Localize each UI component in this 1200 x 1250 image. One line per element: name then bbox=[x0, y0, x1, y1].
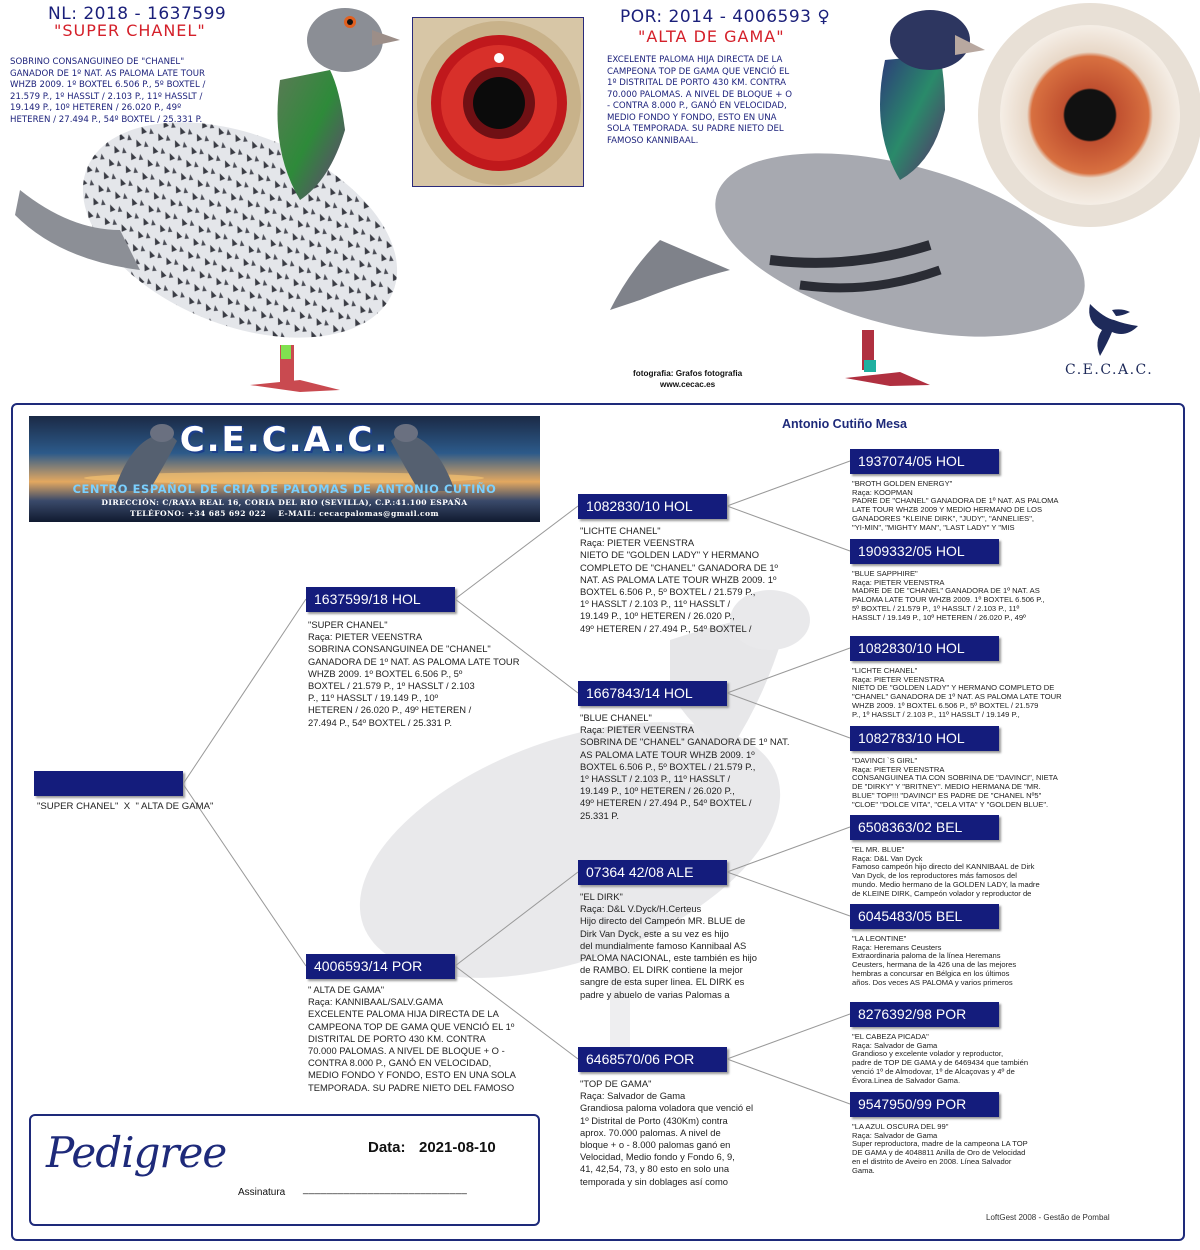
date-label: Data: bbox=[368, 1139, 406, 1156]
photo-site: www.cecac.es bbox=[660, 380, 716, 389]
signature-label: Assinatura bbox=[238, 1187, 286, 1198]
ggp-8-ring-box[interactable]: 9547950/99 POR bbox=[850, 1092, 999, 1117]
ggp-1-text: "BROTH GOLDEN ENERGY" Raça: KOOPMAN PADRE DE "CHANEL" GANADORA DE 1º NAT. AS PALOMA LATE TOUR WHZB 2009 Y MEDIO HERMANO DE LOS GANADORES "KLEINE DIRK", "JUDY", "ANNELIES", "YI-MIN", "MIGHTY MAN", "LAST LADY" Y "MIS bbox=[852, 479, 1059, 532]
signature-panel bbox=[29, 1114, 540, 1226]
sire-dam-ring-box[interactable]: 1667843/14 HOL bbox=[578, 681, 727, 706]
dam-sire-text: "EL DIRK" Raça: D&L V.Dyck/H.Certeus Hijo directo del Campeón MR. BLUE de Dirk Van Dyck, este a su vez es hijo del mundialmente famoso Kannibaal AS PALOMA NACIONAL, este también es hijo de RAMBO. EL DIRK contiene la mejor sangre de esta super linea. EL DIRK es padre y abuelo de varias Palomas a bbox=[580, 891, 757, 1000]
ggp-6-ring-box[interactable]: 6045483/05 BEL bbox=[850, 904, 999, 929]
ggp-6-text: "LA LEONTINE" Raça: Heremans Ceusters Extraordinaria paloma de la línea Heremans Ceusters, hermana de la 426 una de las mejores hembras a concursar en Bélgica en los últimos años. Dos veces AS PALOMA y varios primeros bbox=[852, 934, 1017, 987]
ggp-8-text: "LA AZUL OSCURA DEL 99" Raça: Salvador de Gama Super reproductora, madre de la campeona LA TOP DE GAMA y de 4048811 Anilla de Oro de Velocidad en el distrito de Aveiro en 2008. Línea Salvador Gama. bbox=[852, 1122, 1028, 1175]
banner-subtitle: CENTRO ESPAÑOL DE CRIA DE PALOMAS DE ANTONIO CUTIÑO bbox=[72, 482, 497, 496]
banner-logo: C.E.C.A.C. bbox=[179, 420, 390, 460]
cecac-logo-text: C.E.C.A.C. bbox=[1065, 362, 1154, 378]
sire-pedigree-text: "SUPER CHANEL" Raça: PIETER VEENSTRA SOBRINA CONSANGUINEA DE "CHANEL" GANADORA DE 1º NAT. AS PALOMA LATE TOUR WHZB 2009. 1º BOXTEL 6.506 P., 5º BOXTEL / 21.579 P., 1º HASSLT / 2.103 P., 11º HASSLT / 19.149 P., 10º HETEREN / 26.020 P., 49º HETEREN / 27.494 P., 54º BOXTEL / 25.331 P. bbox=[308, 619, 520, 728]
subject-ring-box[interactable] bbox=[34, 771, 183, 796]
dam-dam-ring-box[interactable]: 6468570/06 POR bbox=[578, 1047, 727, 1072]
ggp-3-ring-box[interactable]: 1082830/10 HOL bbox=[850, 636, 999, 661]
sire-sire-ring-box[interactable]: 1082830/10 HOL bbox=[578, 494, 727, 519]
dam-sire-ring-box[interactable]: 07364 42/08 ALE bbox=[578, 860, 727, 885]
dam-pedigree-text: " ALTA DE GAMA" Raça: KANNIBAAL/SALV.GAMA EXCELENTE PALOMA HIJA DIRECTA DE LA CAMPEONA TOP DE GAMA QUE VENCIÓ EL 1º DISTRITAL DE PORTO 430 KM. CONTRA 70.000 PALOMAS. A NIVEL DE BLOQUE + O - CONTRA 8.000 P., GANÓ EN VELOCIDAD, MEDIO FONDO Y FONDO, ESTO EN UNA SOLA TEMPORADA. SU PADRE NIETO DEL FAMOSO bbox=[308, 984, 516, 1093]
date-value: 2021-08-10 bbox=[419, 1139, 496, 1156]
sire-name: "SUPER CHANEL" bbox=[54, 21, 206, 40]
banner-address: DIRECCIÓN: C/RAYA REAL 16, CORIA DEL RIO (SEVILLA), C.P.:41.100 ESPAÑA bbox=[101, 498, 468, 507]
ggp-7-text: "EL CABEZA PICADA" Raça: Salvador de Gama Grandioso y excelente volador y reproductor, padre de TOP DE GAMA y de 6469434 que también venció 1º de Almodovar, 1º de Alcaçovas y 4º de Évora.Linea de Salvador Gama. bbox=[852, 1032, 1029, 1085]
sire-ring-box[interactable]: 1637599/18 HOL bbox=[306, 587, 455, 612]
ggp-4-text: "DAVINCI `S GIRL" Raça: PIETER VEENSTRA CONSANGUINEA TIA CON SOBRINA DE "DAVINCI", NIETA DE "DIRKY" Y "BRITNEY". MEDIO HERMANA DE "MR. BLUE" TOP!!! "DAVINCI" ES PADRE DE "CHANEL Nº5" "CLOE" "DOLCE VITA", "CELA VITA" Y "GOLDEN BLUE". bbox=[852, 756, 1058, 809]
ggp-4-ring-box[interactable]: 1082783/10 HOL bbox=[850, 726, 999, 751]
dam-ring-box[interactable]: 4006593/14 POR bbox=[306, 954, 455, 979]
photo-credit: fotografia: Grafos fotografia bbox=[633, 369, 743, 378]
owner-name: Antonio Cutiño Mesa bbox=[782, 417, 907, 431]
signature-line[interactable]: ____________________________ bbox=[303, 1184, 468, 1195]
pedigree-script-title: Pedigree bbox=[46, 1128, 227, 1177]
banner-contact: TELÉFONO: +34 685 692 022 E-MAIL: cecacpalomas@gmail.com bbox=[130, 509, 439, 518]
subject-pairing: "SUPER CHANEL" X " ALTA DE GAMA" bbox=[37, 801, 214, 812]
ggp-5-ring-box[interactable]: 6508363/02 BEL bbox=[850, 815, 999, 840]
dam-dam-text: "TOP DE GAMA" Raça: Salvador de Gama Grandiosa paloma voladora que venció el 1º Distrital de Porto (430Km) contra aprox. 70.000 palomas. A nivel de bloque + o - 8.000 palomas ganó en Velocidad, Medio fondo y Fondo 6, 9, 41, 42,54, 73, y 80 esto en solo una temporada y sin doblages así como bbox=[580, 1078, 754, 1187]
ggp-2-ring-box[interactable]: 1909332/05 HOL bbox=[850, 539, 999, 564]
ggp-2-text: "BLUE SAPPHIRE" Raça: PIETER VEENSTRA MADRE DE DE "CHANEL" GANADORA DE 1º NAT. AS PALOMA LATE TOUR WHZB 2009. 1º BOXTEL 6.506 P., 5º BOXTEL / 21.579 P., 1º HASSLT / 2.103 P., 11º HASSLT / 19.149 P., 10º HETEREN / 26.020 P., 49º bbox=[852, 569, 1045, 622]
sire-dam-text: "BLUE CHANEL" Raça: PIETER VEENSTRA SOBRINA DE "CHANEL" GANADORA DE 1º NAT. AS PALOMA LATE TOUR WHZB 2009. 1º BOXTEL 6.506 P., 5º BOXTEL / 21.579 P., 1º HASSLT / 2.103 P., 11º HASSLT / 19.149 P., 10º HETEREN / 26.020 P., 49º HETEREN / 27.494 P., 54º BOXTEL / 25.331 P. bbox=[580, 712, 790, 821]
ggp-3-text: "LICHTE CHANEL" Raça: PIETER VEENSTRA NIETO DE "GOLDEN LADY" Y HERMANO COMPLETO DE "CHANEL" GANADORA DE 1º NAT. AS PALOMA LATE TOUR WHZB 2009. 1º BOXTEL 6.506 P., 5º BOXTEL / 21.579 P., 1º HASSLT / 2.103 P., 11º HASSLT / 19.149 P., bbox=[852, 666, 1062, 719]
sire-ring: NL: 2018 - 1637599 bbox=[48, 4, 227, 24]
software-credit: LoftGest 2008 - Gestão de Pombal bbox=[986, 1213, 1110, 1222]
female-symbol-icon: ♀ bbox=[817, 7, 831, 27]
ggp-1-ring-box[interactable]: 1937074/05 HOL bbox=[850, 449, 999, 474]
dam-name: "ALTA DE GAMA" bbox=[638, 27, 785, 46]
dam-ring-number: POR: 2014 - 4006593 bbox=[620, 7, 812, 27]
sire-sire-text: "LICHTE CHANEL" Raça: PIETER VEENSTRA NIETO DE "GOLDEN LADY" Y HERMANO COMPLETO DE "CHANEL" GANADORA DE 1º NAT. AS PALOMA LATE TOUR WHZB 2009. 1º BOXTEL 6.506 P., 5º BOXTEL / 21.579 P., 1º HASSLT / 2.103 P., 11º HASSLT / 19.149 P., 10º HETEREN / 26.020 P., 49º HETEREN / 27.494 P., 54º BOXTEL / bbox=[580, 525, 778, 634]
ggp-5-text: "EL MR. BLUE" Raça: D&L Van Dyck Famoso campeón hijo directo del KANNIBAAL de Dirk Van Dyck, de los reproductores más famosos del mundo. Medio hermano de la GOLDEN LADY, la madre de KLEINE DIRK, Campeón volador y reproductor de bbox=[852, 845, 1040, 898]
ggp-7-ring-box[interactable]: 8276392/98 POR bbox=[850, 1002, 999, 1027]
dam-description: EXCELENTE PALOMA HIJA DIRECTA DE LA CAMPEONA TOP DE GAMA QUE VENCIÓ EL 1º DISTRITAL DE PORTO 430 KM. CONTRA 70.000 PALOMAS. A NIVEL DE BLOQUE + O - CONTRA 8.000 P., GANÓ EN VELOCIDAD, MEDIO FONDO Y FONDO, ESTO EN UNA SOLA TEMPORADA. SU PADRE NIETO DEL FAMOSO KANNIBAAL. bbox=[607, 55, 793, 146]
sire-description: SOBRINO CONSANGUINEO DE "CHANEL" GANADOR DE 1º NAT. AS PALOMA LATE TOUR WHZB 2009. 1º BOXTEL 6.506 P., 5º BOXTEL / 21.579 P., 1º HASSLT / 2.103 P., 11º HASSLT / 19.149 P., 10º HETEREN / 26.020 P., 49º HETEREN / 27.494 P., 54º BOXTEL / 25.331 P. bbox=[10, 57, 206, 125]
